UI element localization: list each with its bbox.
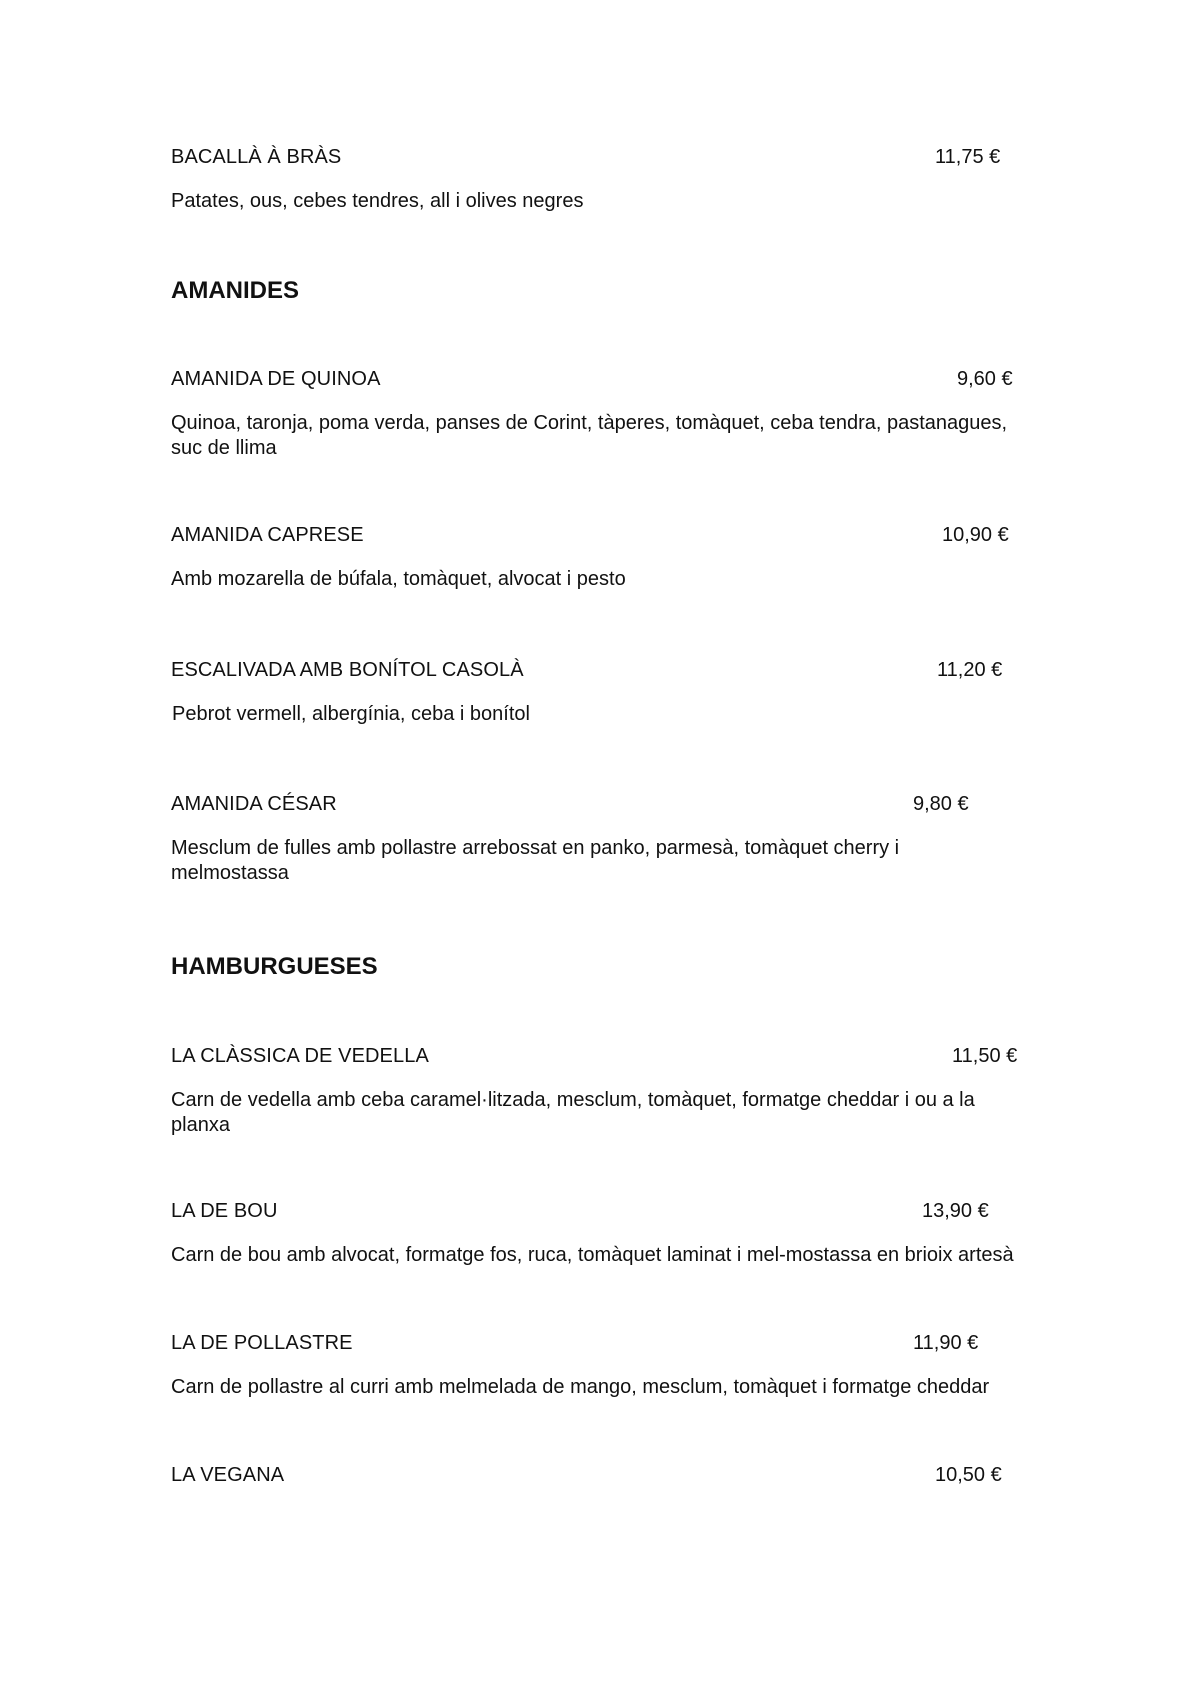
item-name: LA DE POLLASTRE xyxy=(171,1332,353,1354)
item-price: 11,90 € xyxy=(913,1332,979,1354)
item-price: 11,50 € xyxy=(952,1045,1018,1067)
section-title-amanides: AMANIDES xyxy=(171,277,300,304)
item-name: AMANIDA CÉSAR xyxy=(171,793,337,815)
item-price: 9,60 € xyxy=(957,368,1013,390)
item-description: Quinoa, taronja, poma verda, panses de Corint, tàperes, tomàquet, ceba tendra, pastanagues, suc de llima xyxy=(171,412,1008,459)
item-description: Patates, ous, cebes tendres, all i olives negres xyxy=(171,190,584,212)
item-description: Pebrot vermell, albergínia, ceba i bonítol xyxy=(172,703,530,725)
item-description: Mesclum de fulles amb pollastre arrebossat en panko, parmesà, tomàquet cherry i melmostassa xyxy=(171,837,900,884)
item-name: LA VEGANA xyxy=(171,1464,285,1486)
item-name: LA DE BOU xyxy=(171,1200,278,1222)
item-price: 10,90 € xyxy=(942,524,1009,546)
item-description: Carn de pollastre al curri amb melmelada de mango, mesclum, tomàquet i formatge cheddar xyxy=(171,1376,990,1398)
item-price: 11,20 € xyxy=(937,659,1003,681)
item-name: ESCALIVADA AMB BONÍTOL CASOLÀ xyxy=(171,659,524,681)
item-price: 10,50 € xyxy=(935,1464,1002,1486)
item-price: 11,75 € xyxy=(935,146,1001,168)
item-description: Carn de bou amb alvocat, formatge fos, ruca, tomàquet laminat i mel-mostassa en brioix artesà xyxy=(171,1244,1014,1266)
section-title-hamburgueses: HAMBURGUESES xyxy=(171,953,378,980)
item-name: LA CLÀSSICA DE VEDELLA xyxy=(171,1045,429,1067)
item-name: AMANIDA DE QUINOA xyxy=(171,368,381,390)
item-description: Carn de vedella amb ceba caramel·litzada, mesclum, tomàquet, formatge cheddar i ou a la planxa xyxy=(171,1089,975,1136)
item-description: Amb mozarella de búfala, tomàquet, alvocat i pesto xyxy=(171,568,626,590)
item-name: BACALLÀ À BRÀS xyxy=(171,146,342,168)
item-name: AMANIDA CAPRESE xyxy=(171,524,364,546)
item-price: 9,80 € xyxy=(913,793,969,815)
item-price: 13,90 € xyxy=(922,1200,989,1222)
